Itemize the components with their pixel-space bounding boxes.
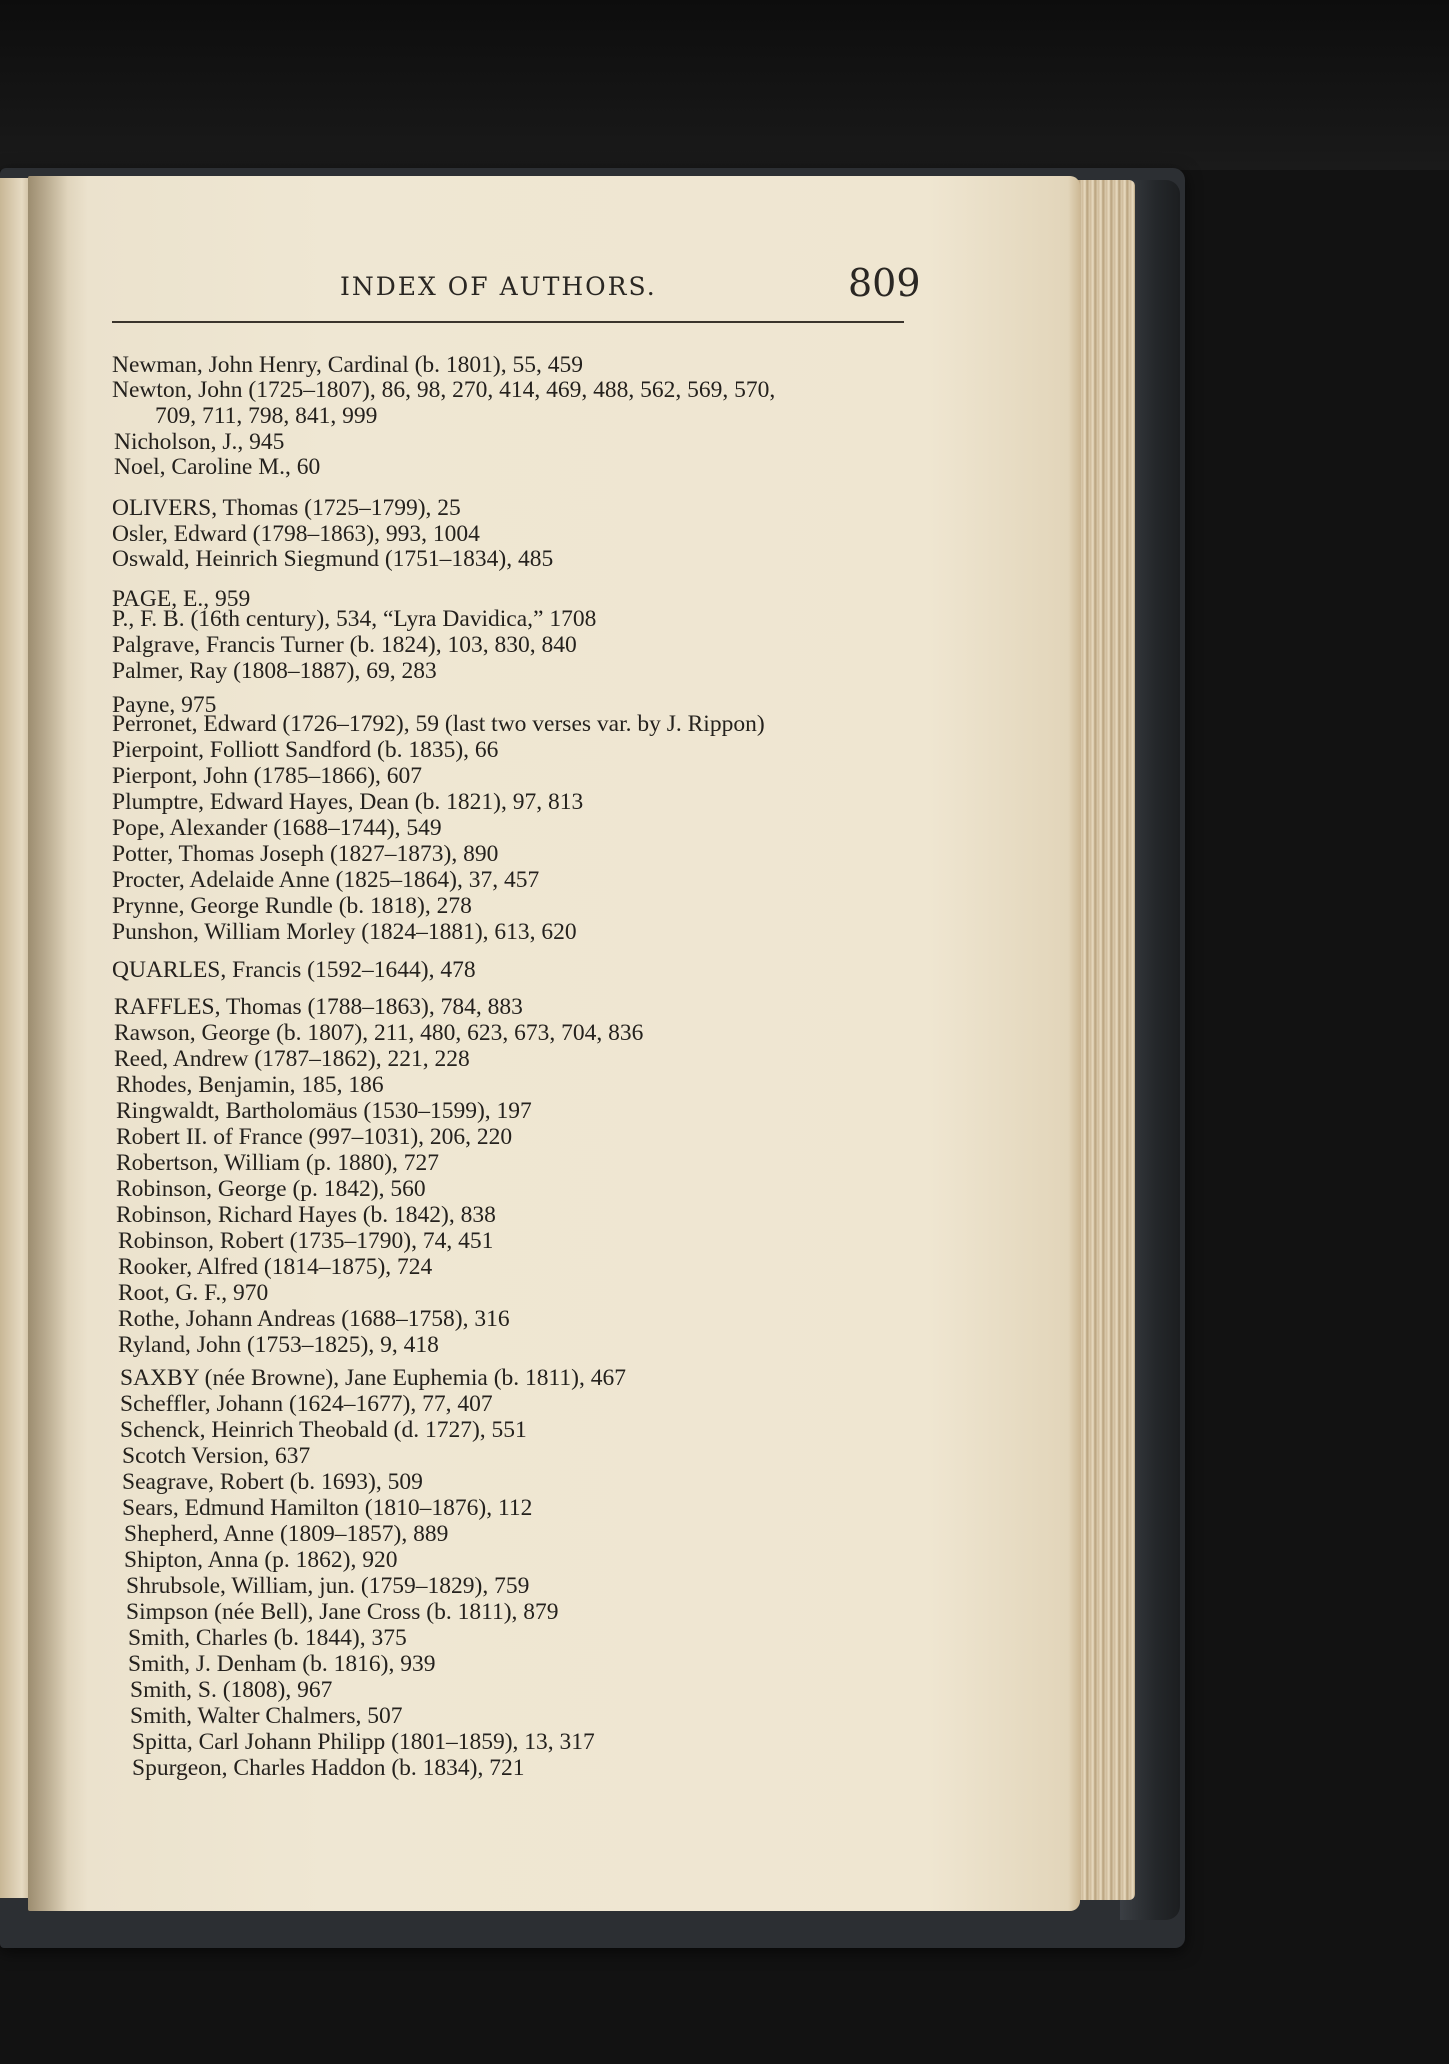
index-entry: Shepherd, Anne (1809–1857), 889 bbox=[124, 1521, 449, 1547]
index-entry: Robert II. of France (997–1031), 206, 220 bbox=[116, 1124, 513, 1150]
index-entry: Simpson (née Bell), Jane Cross (b. 1811), 879 bbox=[126, 1599, 559, 1625]
index-entry: Palgrave, Francis Turner (b. 1824), 103, 830, 840 bbox=[112, 632, 577, 658]
index-entry: Payne, 975 bbox=[112, 692, 217, 718]
index-entry: OLIVERS, Thomas (1725–1799), 25 bbox=[112, 495, 461, 521]
header-rule bbox=[112, 321, 904, 323]
index-entry: Smith, S. (1808), 967 bbox=[130, 1677, 333, 1703]
index-entry: SAXBY (née Browne), Jane Euphemia (b. 1811), 467 bbox=[120, 1365, 627, 1391]
index-entry: Palmer, Ray (1808–1887), 69, 283 bbox=[112, 658, 437, 684]
page-number: 809 bbox=[848, 261, 921, 305]
index-entry: P., F. B. (16th century), 534, “Lyra Davidica,” 1708 bbox=[112, 606, 597, 632]
index-entry: Robinson, Richard Hayes (b. 1842), 838 bbox=[116, 1202, 496, 1228]
index-entry: Prynne, George Rundle (b. 1818), 278 bbox=[112, 893, 472, 919]
index-entry: Osler, Edward (1798–1863), 993, 1004 bbox=[112, 521, 480, 547]
index-entry: Rothe, Johann Andreas (1688–1758), 316 bbox=[118, 1306, 510, 1332]
index-entry: Spurgeon, Charles Haddon (b. 1834), 721 bbox=[132, 1755, 525, 1781]
index-entry-continuation: 709, 711, 798, 841, 999 bbox=[155, 403, 378, 429]
index-entry: Plumptre, Edward Hayes, Dean (b. 1821), 97, 813 bbox=[112, 789, 584, 815]
index-entry: Robertson, William (p. 1880), 727 bbox=[116, 1150, 440, 1176]
index-entry: Nicholson, J., 945 bbox=[114, 429, 285, 455]
index-entry: Shrubsole, William, jun. (1759–1829), 759 bbox=[126, 1573, 530, 1599]
index-entry: Smith, Charles (b. 1844), 375 bbox=[128, 1625, 407, 1651]
index-entry: RAFFLES, Thomas (1788–1863), 784, 883 bbox=[114, 994, 523, 1020]
index-entry: Newton, John (1725–1807), 86, 98, 270, 414, 469, 488, 562, 569, 570, bbox=[112, 377, 776, 403]
index-entry: QUARLES, Francis (1592–1644), 478 bbox=[112, 957, 476, 983]
background bbox=[0, 0, 1449, 170]
index-entry: Smith, J. Denham (b. 1816), 939 bbox=[128, 1651, 436, 1677]
index-entry: Robinson, Robert (1735–1790), 74, 451 bbox=[118, 1228, 494, 1254]
index-entry: Root, G. F., 970 bbox=[118, 1280, 269, 1306]
index-entry: Reed, Andrew (1787–1862), 221, 228 bbox=[114, 1046, 470, 1072]
index-entry: Rooker, Alfred (1814–1875), 724 bbox=[118, 1254, 433, 1280]
index-entry: Pierpont, John (1785–1866), 607 bbox=[112, 763, 423, 789]
index-entry: Ryland, John (1753–1825), 9, 418 bbox=[118, 1332, 439, 1358]
index-entry: Procter, Adelaide Anne (1825–1864), 37, 457 bbox=[112, 867, 540, 893]
index-entry: Perronet, Edward (1726–1792), 59 (last two verses var. by J. Rippon) bbox=[112, 711, 765, 737]
index-entry: Punshon, William Morley (1824–1881), 613, 620 bbox=[112, 919, 577, 945]
index-entry: Rhodes, Benjamin, 185, 186 bbox=[116, 1072, 384, 1098]
index-entry: Noel, Caroline M., 60 bbox=[114, 454, 321, 480]
index-entry: Oswald, Heinrich Siegmund (1751–1834), 485 bbox=[112, 546, 554, 572]
index-entry: Pope, Alexander (1688–1744), 549 bbox=[112, 815, 442, 841]
index-entry: Rawson, George (b. 1807), 211, 480, 623, 673, 704, 836 bbox=[114, 1020, 644, 1046]
index-entry: PAGE, E., 959 bbox=[112, 586, 251, 612]
index-entry: Spitta, Carl Johann Philipp (1801–1859), 13, 317 bbox=[132, 1729, 595, 1755]
index-entry: Scheffler, Johann (1624–1677), 77, 407 bbox=[120, 1391, 493, 1417]
index-entry: Scotch Version, 637 bbox=[122, 1443, 311, 1469]
index-entry: Newman, John Henry, Cardinal (b. 1801), 55, 459 bbox=[112, 352, 583, 378]
index-entry: Pierpoint, Folliott Sandford (b. 1835), 66 bbox=[112, 737, 499, 763]
index-entry: Robinson, George (p. 1842), 560 bbox=[116, 1176, 426, 1202]
gutter-shadow bbox=[28, 176, 68, 1911]
running-title: INDEX OF AUTHORS. bbox=[340, 272, 657, 301]
index-entry: Shipton, Anna (p. 1862), 920 bbox=[124, 1547, 398, 1573]
index-entry: Potter, Thomas Joseph (1827–1873), 890 bbox=[112, 841, 499, 867]
index-entry: Schenck, Heinrich Theobald (d. 1727), 551 bbox=[120, 1417, 527, 1443]
index-entry: Ringwaldt, Bartholomäus (1530–1599), 197 bbox=[116, 1098, 532, 1124]
index-entry: Seagrave, Robert (b. 1693), 509 bbox=[122, 1469, 423, 1495]
index-entry: Sears, Edmund Hamilton (1810–1876), 112 bbox=[122, 1495, 533, 1521]
index-entry: Smith, Walter Chalmers, 507 bbox=[130, 1703, 403, 1729]
